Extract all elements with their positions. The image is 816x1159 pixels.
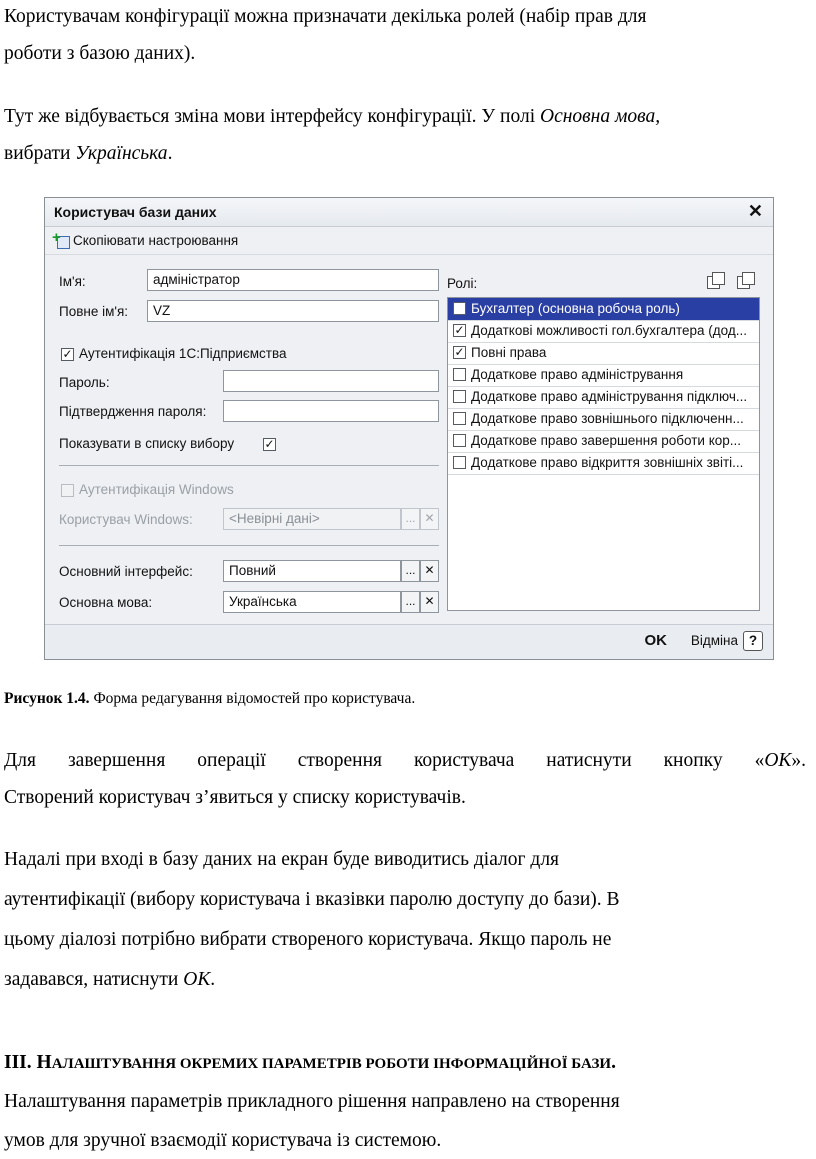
auth-windows-label: Аутентифікація Windows xyxy=(79,482,234,497)
section-line-3: умов для зручної взаємодії користувача із системою. xyxy=(4,1130,442,1151)
windows-user-field[interactable]: <Невірні дані> xyxy=(223,508,401,530)
paragraph-3-line-1: Для завершення операції створення користувача натиснути кнопку «ОК». xyxy=(4,750,806,771)
dialog-title: Користувач бази даних xyxy=(54,204,217,220)
user-dialog xyxy=(44,197,774,660)
role-checkbox[interactable] xyxy=(453,412,466,425)
section-line-2: Налаштування параметрів прикладного рішення направлено на створення xyxy=(4,1091,620,1112)
auth-1c-checkbox[interactable]: ✓ xyxy=(62,347,73,361)
dialog-toolbar xyxy=(45,227,773,255)
role-label: Додаткове право відкриття зовнішніх звіті... xyxy=(471,455,744,470)
paragraph-4-line-2: аутентифікації (вибору користувача і вказівки паролю доступу до бази). В xyxy=(4,889,620,910)
role-checkbox[interactable]: ✓ xyxy=(454,301,465,315)
role-item[interactable] xyxy=(448,386,759,409)
copy-settings-button[interactable] xyxy=(53,231,238,250)
main-language-field[interactable]: Українська xyxy=(223,591,401,613)
main-language-label: Основна мова: xyxy=(59,595,153,610)
role-checkbox[interactable]: ✓ xyxy=(454,323,465,337)
copy-settings-icon xyxy=(53,234,69,248)
role-checkbox[interactable] xyxy=(453,390,466,403)
paragraph-4-line-3: цьому діалозі потрібно вибрати створеного користувача. Якщо пароль не xyxy=(4,929,612,950)
help-button[interactable]: ? xyxy=(743,631,763,651)
windows-user-label: Користувач Windows: xyxy=(59,512,193,527)
paragraph-4-line-1: Надалі при вході в базу даних на екран буде виводитись діалог для xyxy=(4,849,560,870)
windows-user-select-button[interactable]: ... xyxy=(401,508,420,530)
show-in-list-checkbox[interactable]: ✓ xyxy=(264,437,275,451)
main-interface-field[interactable]: Повний xyxy=(223,560,401,582)
check-all-roles-icon[interactable] xyxy=(707,272,725,288)
show-in-list-label: Показувати в списку вибору xyxy=(59,436,235,451)
figure-caption: Рисунок 1.4. Форма редагування відомостей про користувача. xyxy=(4,690,416,707)
role-checkbox[interactable] xyxy=(453,434,466,447)
role-item[interactable] xyxy=(448,408,759,431)
role-label: Додаткове право адміністрування xyxy=(471,367,684,382)
role-label: Додаткове право адміністрування підключ... xyxy=(471,389,748,404)
cancel-button[interactable]: Відміна xyxy=(690,633,738,648)
role-checkbox[interactable]: ✓ xyxy=(454,345,465,359)
role-item[interactable] xyxy=(448,342,759,365)
separator xyxy=(59,545,439,546)
paragraph-1-line-2: роботи з базою даних). xyxy=(4,43,196,64)
main-interface-select-button[interactable]: ... xyxy=(401,560,420,582)
roles-list xyxy=(447,297,760,611)
fullname-label: Повне ім'я: xyxy=(59,304,129,319)
uncheck-all-roles-icon[interactable] xyxy=(737,272,755,288)
main-interface-clear-icon[interactable]: ✕ xyxy=(420,560,439,582)
password-label: Пароль: xyxy=(59,375,110,390)
role-label: Повні права xyxy=(471,345,547,360)
role-label: Додаткове право зовнішнього підключенн... xyxy=(471,411,744,426)
fullname-field[interactable]: VZ xyxy=(147,300,439,322)
password-confirm-field[interactable] xyxy=(223,400,439,422)
windows-user-clear-icon[interactable]: ✕ xyxy=(420,508,439,530)
auth-windows-checkbox[interactable] xyxy=(61,484,74,497)
section-heading: III. НАЛАШТУВАННЯ ОКРЕМИХ ПАРАМЕТРІВ РОБОТИ ІНФОРМАЦІЙНОЇ БАЗИ. xyxy=(4,1052,616,1073)
role-label: Бухгалтер (основна робоча роль) xyxy=(471,301,680,316)
paragraph-2-line-2: вибрати Українська. xyxy=(4,143,173,164)
password-field[interactable] xyxy=(223,370,439,392)
copy-settings-label: Скопіювати настроювання xyxy=(73,233,239,248)
ok-button[interactable]: OK xyxy=(644,632,667,649)
role-label: Додаткове право завершення роботи кор... xyxy=(471,433,742,448)
separator xyxy=(59,465,439,466)
main-language-clear-icon[interactable]: ✕ xyxy=(420,591,439,613)
role-item[interactable] xyxy=(448,298,759,321)
main-interface-label: Основний інтерфейс: xyxy=(59,564,193,579)
password-confirm-label: Підтвердження пароля: xyxy=(59,404,207,419)
role-label: Додаткові можливості гол.бухгалтера (дод... xyxy=(471,323,747,338)
close-icon[interactable]: ✕ xyxy=(747,201,763,221)
paragraph-1-line-1: Користувачам конфігурації можна призначати декілька ролей (набір прав для xyxy=(4,6,647,27)
role-item[interactable] xyxy=(448,452,759,475)
role-checkbox[interactable] xyxy=(453,368,466,381)
role-checkbox[interactable] xyxy=(453,456,466,469)
role-item[interactable] xyxy=(448,320,759,343)
dialog-footer xyxy=(45,624,773,659)
role-item[interactable] xyxy=(448,364,759,387)
paragraph-2-line-1: Тут же відбувається зміна мови інтерфейсу конфігурації. У полі Основна мова, xyxy=(4,106,661,127)
name-field[interactable]: адміністратор xyxy=(147,269,439,291)
dialog-title-bar xyxy=(45,198,773,227)
roles-label: Ролі: xyxy=(447,276,478,291)
name-label: Ім'я: xyxy=(59,274,86,289)
role-item[interactable] xyxy=(448,430,759,453)
paragraph-3-line-2: Створений користувач з’явиться у списку користувачів. xyxy=(4,787,466,808)
main-language-select-button[interactable]: ... xyxy=(401,591,420,613)
auth-1c-label: Аутентифікація 1С:Підприємства xyxy=(79,346,287,361)
paragraph-4-line-4: задавався, натиснути ОК. xyxy=(4,969,216,990)
